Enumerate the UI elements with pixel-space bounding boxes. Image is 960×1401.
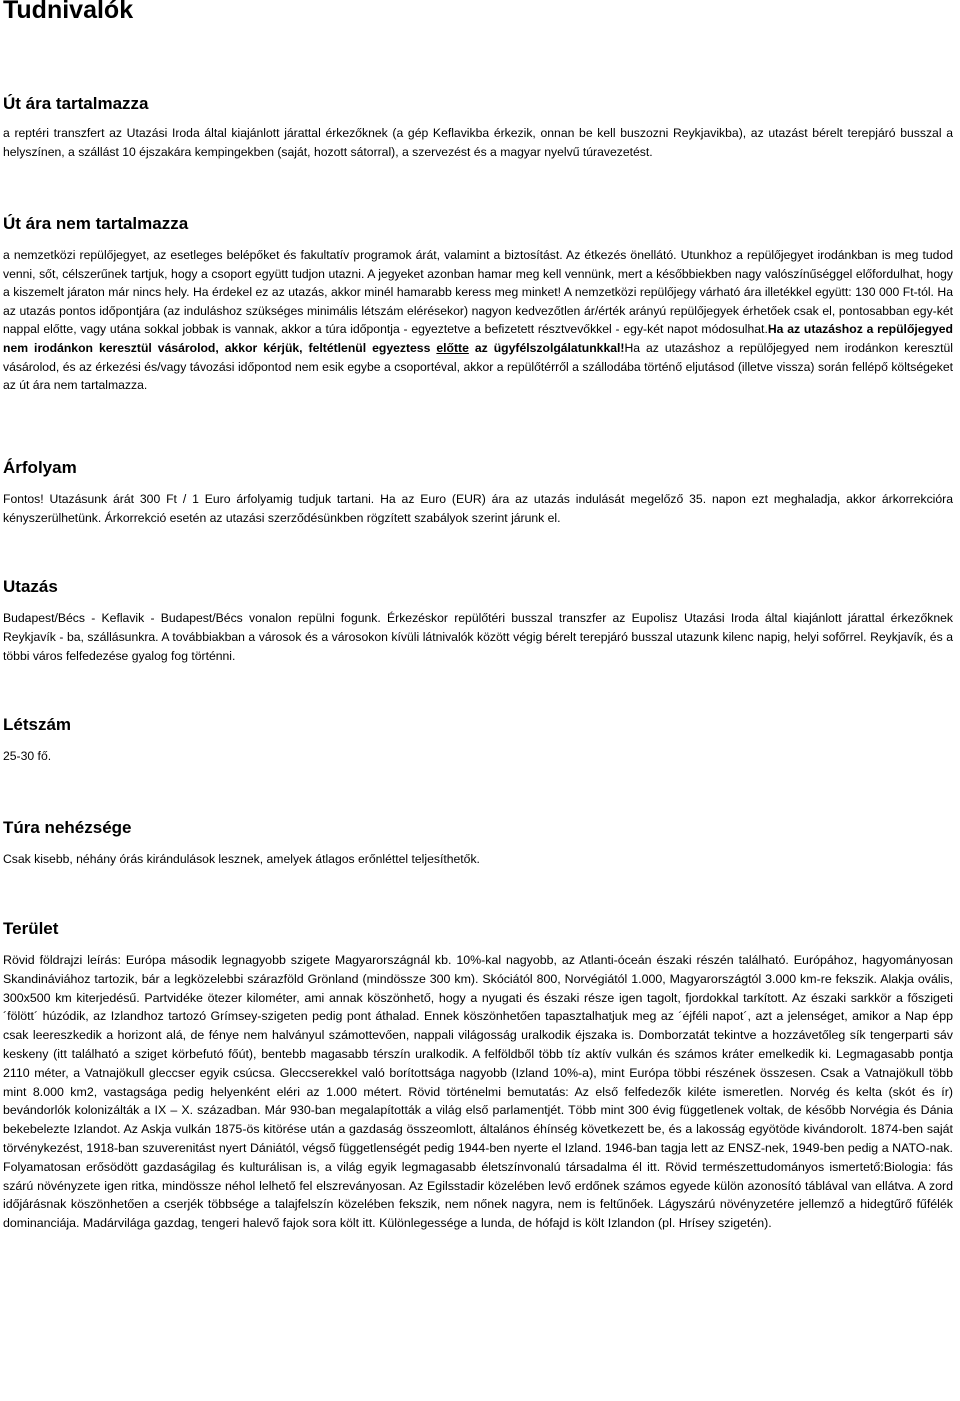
section-excludes xyxy=(3,213,953,395)
section-heading: Terület xyxy=(3,919,59,938)
section-area xyxy=(3,918,953,1233)
section-text: Budapest/Bécs - Keflavik - Budapest/Bécs vonalon repülni fogunk. Érkezéskor repülőtéri busszal transzfer az Eupolisz Utazási Iroda által kiajánlott járattal érkezőknek Reykjavík - ba, szállásunkra. A továbbiakban a városok és a városokon kívüli látnivalók között végig bérelt terepjáró busszal utazunk kilenc napig, helyi sofőrrel. Reykjavík, és a többi város felfedezése gyalog fog történni. xyxy=(3,611,953,663)
section-heading: Utazás xyxy=(3,577,58,596)
section-text: 25-30 fő. xyxy=(3,749,52,763)
section-heading: Túra nehézsége xyxy=(3,818,132,837)
section-heading: Út ára nem tartalmazza xyxy=(3,214,189,233)
bold-text: az ügyfélszolgálatunkkal! xyxy=(468,340,625,355)
excludes-text-a: a nemzetközi repülőjegyet, az esetleges belépőket és fakultatív programok árát, valamint a biztosítást. Az étkezés önellátó. Utunkhoz a repülőjegyet irodánkban is meg tudod venni, sőt, célszerűnek tartjuk, hogy a csoport együtt tudjon utazni. A jegyeket azonban hamar meg kell vennünk, mert a későbbiekben nagy valószínűséggel előfordulhat, hogy a kiszemelt járaton már nincs hely. Ha érdekel ez az utazás, akkor minél hamarabb keress meg minket! A nemzetközi repülőjegy várható ára illetékkel együtt: 130 000 Ft-tól. Ha az utazás pontos időpontjára (az induláshoz szükséges minimális létszám elérésekor) nagyon kedvezőtlen ár/érték arányú repülőjegyek érhetőek csak el, pontosabban egy-két nappal előtte, vagy utána sokkal jobbak is vannak, akkor a túra időpontja - egyeztetve a befizetett résztvevőkkel - egy-két napot módosulhat. xyxy=(3,248,953,337)
section-text: Csak kisebb, néhány órás kirándulások lesznek, amelyek átlagos erőnléttel teljesíthetők. xyxy=(3,852,480,866)
section-text: Rövid földrajzi leírás: Európa második legnagyobb szigete Magyarországnál kb. 10%-kal nagyobb, az Atlanti-óceán északi részén található. Európához, hagyományosan Skandináviához tartozik, bár a legközelebbi szárazföld Grönland (mindössze 300 km). Skóciától 800, Norvégiától 1.000, Magyarországtól 3.000 km-re fekszik. Alakja ovális, 300x500 km kiterjedésű. Partvidéke ötezer kilométer, ami annak köszönhető, hogy a nyugati és északi része igen tagolt, fjordokkal tarkított. Az északi sarkkör a főszigeti ´fölött´ húzódik, az Izlandhoz tartozó Grímsey-szigeten pedig pont áthalad. Ennek köszönhetően tapasztalhatjuk meg az ´éjféli napot´, azt a jelenséget, amikor a Nap épp csak leereszkedik a horizont alá, de fénye nem halványul számottevően, nappali világosság uralkodik éjszaka is. Domborzatát tekintve a hozzávetőleg sík tengerparti sáv keskeny (itt található a sziget körbefutó főút), bentebb magasabb térszín uralkodik. A felföldből több tíz aktív vulkán és számos kráter emelkedik ki. Legmagasabb pontja 2110 méter, a Vatnajökull gleccser egyik csúcsa. Gleccserekkel való borítottsága nagyobb (Izland 10%-a), mint Európa többi részének összesen. Csak a Vatnajökull több mint 8.000 km2, vastagsága pedig helyenként eléri az 1.000 métert. Rövid történelmi bemutatás: Az első felfedezők kiléte ismeretlen. Norvég és kelta (skót és ír) bevándorlók kolonizálták a IX – X. században. Már 930-ban megalapították a világ első parlamentjét. Több mint 300 évig függetlenek voltak, de később Norvégia és Dánia bekebelezte Izlandot. Az Askja vulkán 1875-ös kitörése után a gazdaság összeomlott, általános éhínség következett be, és a lakosság egyötöde kivándorolt. 1874-ben saját törvénykezést, 1918-ban szuverenitást nyert Dániától, végső függetlenségét pedig 1944-ben nyerte el Izland. 1946-ban tagja lett az ENSZ-nek, 1949-ben pedig a NATO-nak. Folyamatosan erősödött gazdaságilag és kulturálisan is, a világ egyik legmagasabb életszínvonalú társadalma él itt. Rövid természettudományos ismertető:Biologia: fás szárú növényzete igen ritka, mindössze néhol lelhető fel elszreványosan. Az Egilsstadir közelében levő erdőnek számos egyede külön azonosító táblával van ellátva. A zord időjárásnak köszönhetően a cserjék többsége a talajfelszín közelében fekszik, nem nőnek nagyra, nem is feltűnőek. Lágyszárú növényzetére jellemző a hidegtűrő fűfélék dominanciája. Madárvilága gazdag, tengeri halevő fajok sora költ itt. Különlegessége a lunda, de hófajd is költ Izlandon (pl. Hrísey szigetén). xyxy=(3,953,953,1231)
page-title: Tudnivalók xyxy=(3,0,134,24)
section-text: Fontos! Utazásunk árát 300 Ft / 1 Euro árfolyamig tudjuk tartani. Ha az Euro (EUR) ára az utazás indulását megelőző 35. napon ezt meghaladja, akkor árkorrekcióra kényszerülhetünk. Árkorrekció esetén az utazási szerződésünkben rögzített szabályok szerint járunk el. xyxy=(3,492,953,525)
section-travel xyxy=(3,576,953,666)
bold-text: Ha az utazáshoz a repülőjegyed nem irodánkon keresztül vásárolod, akkor kérjük, feltétlenül egyeztess xyxy=(3,322,953,355)
section-includes xyxy=(3,93,953,162)
section-text xyxy=(3,246,953,395)
section-text: a reptéri transzfert az Utazási Iroda által kiajánlott járattal érkezőknek (a gép Keflavikba érkezik, onnan be kell buszozni Reykjavikba), az utazást bérelt terepjáró busszal a helyszínen, a szállást 10 éjszakára kempingekben (saját, hozott sátorral), a szervezést és a magyar nyelvű túravezetést. xyxy=(3,126,953,159)
section-heading: Létszám xyxy=(3,715,72,734)
section-exchange xyxy=(3,457,953,528)
section-heading: Út ára tartalmazza xyxy=(3,94,149,113)
section-headcount xyxy=(3,714,953,766)
section-heading: Árfolyam xyxy=(3,458,77,477)
bold-underline-text: előtte xyxy=(436,340,469,355)
section-difficulty xyxy=(3,817,953,869)
excludes-text-b: Ha az utazáshoz a repülőjegyed nem irodánkon keresztül vásárolod, és az érkezési és/vagy távozási időpontod nem esik egybe a csoportéval, akkor a repülőtérről a szállodába történő eljutásod (illetve vissza) során fellépő költségeket az út ára nem tartalmazza. xyxy=(3,340,953,393)
